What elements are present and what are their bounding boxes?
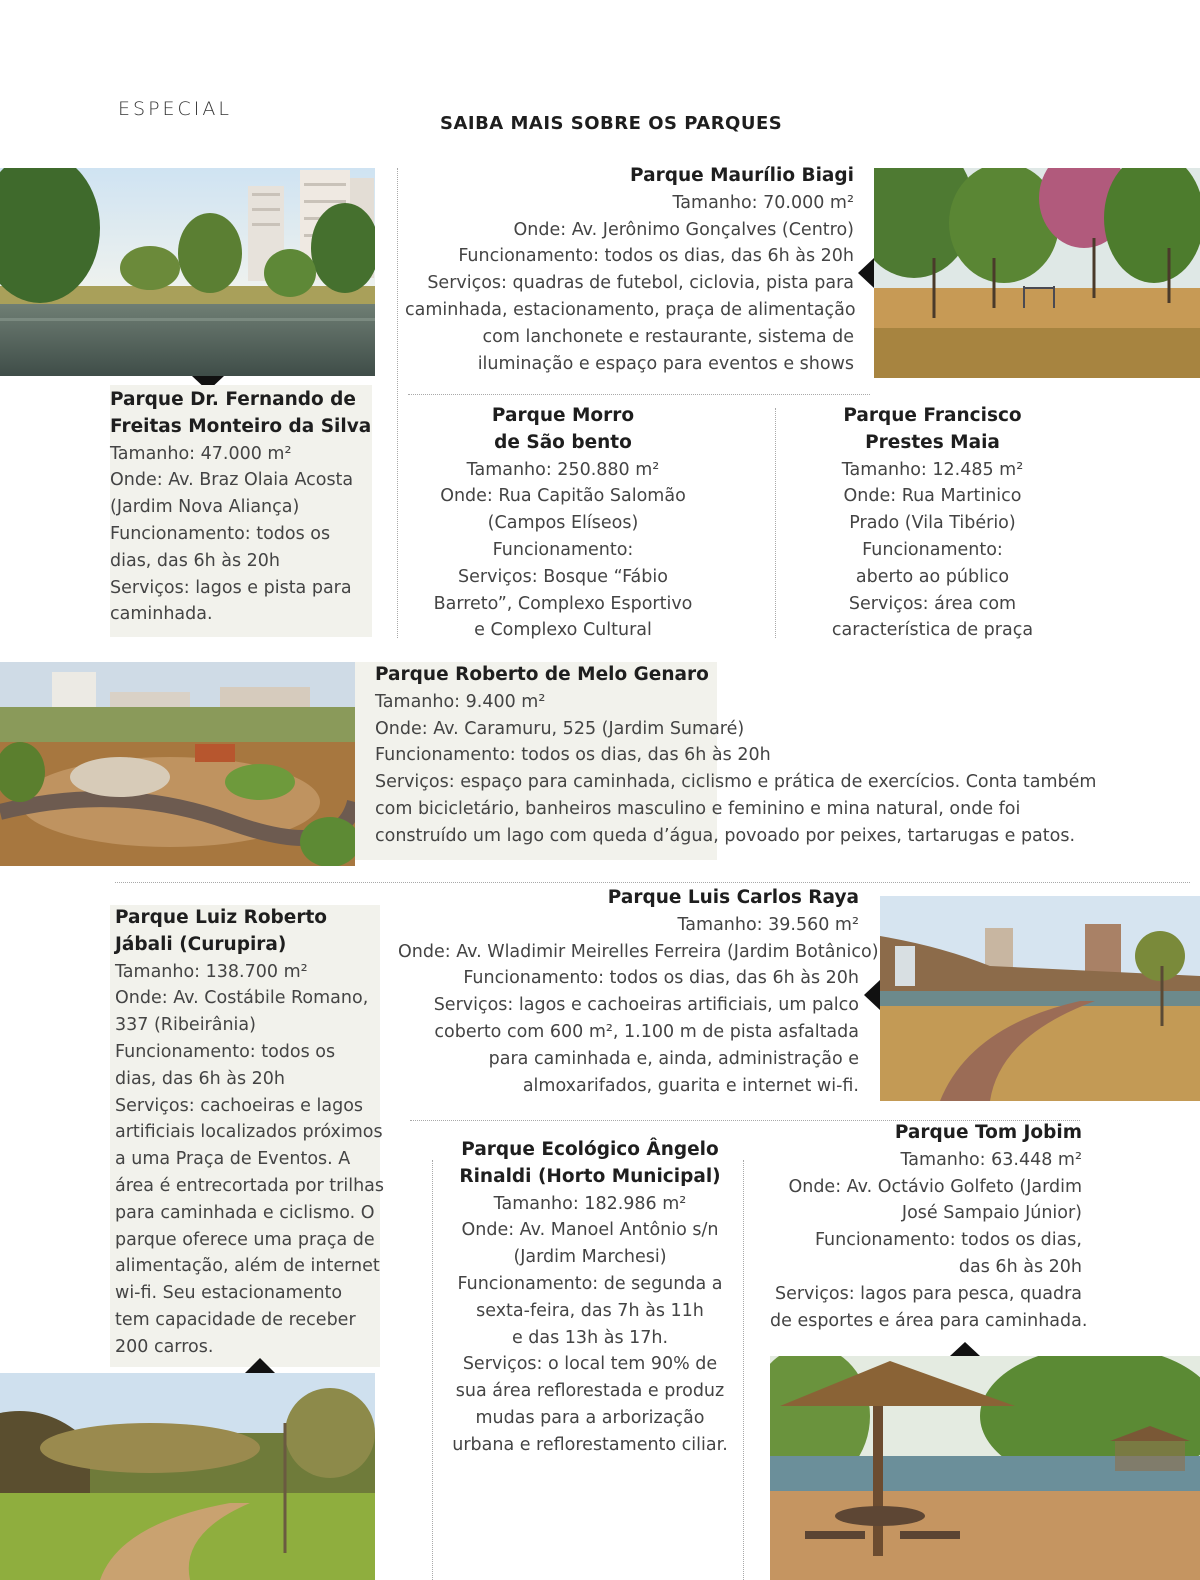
park-title: Parque Tom Jobim — [894, 1122, 1082, 1143]
park-photo-lake — [0, 168, 375, 376]
park-title: Parque Roberto de Melo Genaro — [375, 664, 709, 685]
park-hours: Funcionamento: todos os dias, das 6h às 20h — [375, 745, 771, 766]
park-size: Tamanho: 47.000 m² — [110, 443, 292, 464]
section-label: ESPECIAL — [118, 98, 232, 120]
park-info-francisco — [795, 403, 1070, 644]
park-services: parque oferece uma praça de — [115, 1229, 375, 1250]
park-services: construído um lago com queda d’água, povoado por peixes, tartarugas e patos. — [375, 825, 1076, 846]
park-title: Rinaldi (Horto Municipal) — [459, 1165, 721, 1187]
divider — [775, 408, 776, 638]
park-services: caminhada, estacionamento, praça de alimentação — [405, 299, 856, 320]
park-address: Onde: Av. Costábile Romano, — [115, 988, 369, 1009]
park-services: característica de praça — [831, 620, 1034, 641]
divider — [408, 394, 870, 395]
park-photo-curupira — [0, 1373, 375, 1580]
park-address: Onde: Av. Wladimir Meirelles Ferreira (Jardim Botânico) — [398, 941, 879, 962]
park-size: Tamanho: 250.880 m² — [466, 459, 660, 480]
park-services: para caminhada e ciclismo. O — [115, 1202, 375, 1223]
park-hours: Funcionamento: todos os dias, das 6h às 20h — [458, 246, 854, 267]
park-services: artificiais localizados próximos — [115, 1122, 383, 1143]
park-photo-biagi — [874, 168, 1200, 378]
park-address: Onde: Av. Jerônimo Gonçalves (Centro) — [513, 219, 854, 240]
park-address: Onde: Av. Manoel Antônio s/n — [461, 1220, 719, 1241]
park-title: Jábali (Curupira) — [115, 933, 287, 955]
park-services: iluminação e espaço para eventos e shows — [477, 353, 854, 374]
park-services: e Complexo Cultural — [474, 620, 652, 641]
page-heading: SAIBA MAIS SOBRE OS PARQUES — [440, 113, 783, 134]
park-size: Tamanho: 9.400 m² — [375, 691, 546, 712]
park-photo-jobim — [770, 1356, 1200, 1580]
park-info-fernando — [110, 385, 372, 637]
divider — [397, 168, 398, 638]
park-info-biagi — [405, 163, 854, 377]
park-hours: das 6h às 20h — [958, 1256, 1082, 1277]
park-size: Tamanho: 12.485 m² — [841, 459, 1024, 480]
park-address: Onde: Av. Braz Olaia Acosta — [110, 470, 354, 491]
park-hours: dias, das 6h às 20h — [110, 550, 281, 571]
park-services: para caminhada e, ainda, administração e — [488, 1048, 859, 1069]
park-services: urbana e reflorestamento ciliar. — [452, 1434, 728, 1455]
park-title: de São bento — [494, 431, 632, 453]
park-photo-raya — [880, 896, 1200, 1101]
park-services: wi-fi. Seu estacionamento — [115, 1283, 343, 1304]
park-hours: Funcionamento: de segunda a — [457, 1273, 723, 1294]
park-services: almoxarifados, guarita e internet wi-fi. — [522, 1075, 859, 1096]
park-services: com bicicletário, banheiros masculino e feminino e mina natural, onde foi — [375, 798, 1021, 819]
park-services: Serviços: quadras de futebol, ciclovia, pista para — [427, 273, 854, 294]
park-services: Barreto”, Complexo Esportivo — [433, 593, 693, 614]
park-hours: Funcionamento: todos os dias, — [814, 1230, 1082, 1251]
park-title: Parque Ecológico Ângelo — [461, 1139, 719, 1160]
park-hours: aberto ao público — [855, 566, 1010, 587]
divider — [743, 1160, 744, 1580]
divider — [432, 1160, 433, 1580]
pointer-arrow-up — [950, 1342, 980, 1356]
park-hours: Funcionamento: todos os — [110, 523, 331, 544]
park-size: Tamanho: 138.700 m² — [115, 961, 308, 982]
park-services: com lanchonete e restaurante, sistema de — [482, 326, 854, 347]
park-info-raya — [398, 885, 879, 1099]
park-services: Serviços: lagos para pesca, quadra — [774, 1283, 1082, 1304]
pointer-arrow-left — [858, 258, 874, 288]
park-address: Onde: Av. Octávio Golfeto (Jardim — [788, 1176, 1082, 1197]
park-address: Onde: Av. Caramuru, 525 (Jardim Sumaré) — [375, 718, 745, 739]
park-photo-roberto — [0, 662, 355, 866]
park-services: Serviços: lagos e cachoeiras artificiais, um palco — [433, 995, 859, 1016]
park-services: Serviços: o local tem 90% de — [462, 1354, 718, 1375]
pointer-arrow-up — [245, 1358, 275, 1373]
park-info-jobim — [770, 1120, 1088, 1334]
park-hours: dias, das 6h às 20h — [115, 1068, 286, 1089]
park-info-curupira — [110, 905, 385, 1367]
park-hours: Funcionamento: todos os — [115, 1041, 336, 1062]
park-title: Parque Dr. Fernando de — [110, 389, 356, 410]
park-address: (Jardim Marchesi) — [513, 1247, 667, 1268]
park-services: caminhada. — [110, 604, 213, 625]
park-hours: e das 13h às 17h. — [511, 1327, 669, 1348]
park-info-morro — [418, 403, 708, 644]
park-services: Serviços: Bosque “Fábio — [458, 566, 668, 587]
park-size: Tamanho: 182.986 m² — [493, 1193, 687, 1214]
park-address: (Campos Elíseos) — [487, 513, 639, 534]
park-info-horto — [445, 1137, 735, 1459]
park-title: Parque Luis Carlos Raya — [607, 887, 859, 908]
park-services: alimentação, além de internet — [115, 1256, 380, 1277]
pointer-arrow-left — [864, 980, 880, 1010]
park-services: Serviços: área com — [848, 593, 1017, 614]
park-services: Serviços: lagos e pista para — [110, 577, 352, 598]
park-address: Onde: Rua Martinico — [843, 486, 1022, 507]
park-services: mudas para a arborização — [475, 1407, 705, 1428]
park-title: Parque Maurílio Biagi — [630, 165, 854, 186]
park-info-roberto — [355, 662, 1097, 860]
park-hours: Funcionamento: — [492, 539, 634, 560]
park-address: Onde: Rua Capitão Salomão — [440, 486, 686, 507]
park-title: Freitas Monteiro da Silva — [110, 415, 372, 437]
park-title: Parque Morro — [491, 405, 635, 426]
park-address: (Jardim Nova Aliança) — [110, 497, 300, 518]
park-address: 337 (Ribeirânia) — [115, 1015, 256, 1036]
park-hours: Funcionamento: todos os dias, das 6h às 20h — [463, 968, 859, 989]
park-size: Tamanho: 39.560 m² — [677, 914, 859, 935]
divider — [115, 882, 1190, 883]
park-address: Prado (Vila Tibério) — [849, 513, 1016, 534]
park-services: sua área reflorestada e produz — [455, 1381, 725, 1402]
park-title: Parque Francisco — [843, 405, 1022, 426]
park-services: Serviços: espaço para caminhada, ciclismo e prática de exercícios. Conta também — [375, 772, 1097, 793]
park-services: de esportes e área para caminhada. — [770, 1310, 1088, 1331]
park-services: 200 carros. — [115, 1336, 214, 1357]
park-services: Serviços: cachoeiras e lagos — [115, 1095, 364, 1116]
park-size: Tamanho: 63.448 m² — [900, 1149, 1082, 1170]
park-hours: sexta-feira, das 7h às 11h — [476, 1300, 704, 1321]
park-services: coberto com 600 m², 1.100 m de pista asfaltada — [434, 1021, 859, 1042]
park-services: a uma Praça de Eventos. A — [115, 1149, 351, 1170]
park-size: Tamanho: 70.000 m² — [672, 192, 854, 213]
park-services: tem capacidade de receber — [115, 1309, 356, 1330]
park-services: área é entrecortada por trilhas — [115, 1175, 385, 1196]
park-title: Prestes Maia — [865, 431, 1000, 453]
park-address: José Sampaio Júnior) — [901, 1203, 1082, 1224]
park-hours: Funcionamento: — [862, 539, 1003, 560]
park-title: Parque Luiz Roberto — [115, 907, 328, 928]
